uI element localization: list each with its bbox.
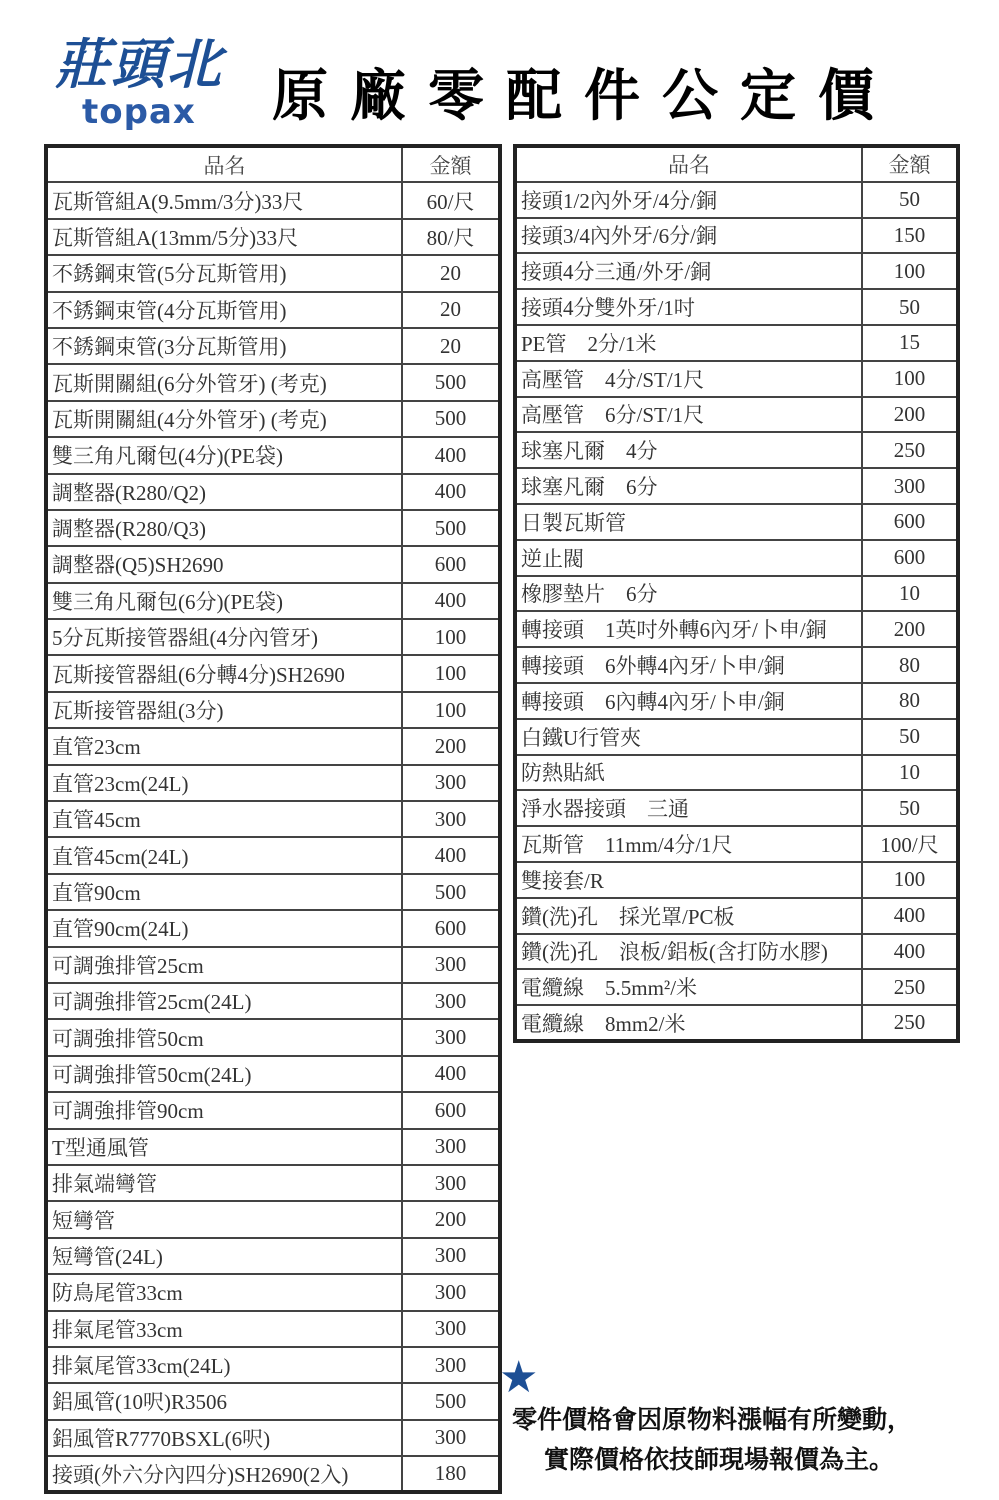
item-price: 60/尺	[402, 182, 500, 218]
item-price: 20	[402, 328, 500, 364]
table-row	[46, 255, 500, 291]
item-price: 400	[402, 474, 500, 510]
item-name: 雙接套/R	[515, 862, 862, 898]
item-price: 15	[862, 325, 958, 361]
item-name: 雙三角凡爾包(4分)(PE袋)	[46, 437, 402, 473]
table-row	[515, 647, 958, 683]
item-name: 接頭4分三通/外牙/銅	[515, 253, 862, 289]
table-row	[46, 655, 500, 691]
item-name: 雙三角凡爾包(6分)(PE袋)	[46, 583, 402, 619]
table-row	[46, 401, 500, 437]
item-name: 淨水器接頭 三通	[515, 790, 862, 826]
item-name: 鋁風管R7770BSXL(6呎)	[46, 1420, 402, 1456]
left-price-table	[44, 144, 502, 1494]
item-name: 短彎管(24L)	[46, 1238, 402, 1274]
table-row	[46, 728, 500, 764]
item-name: 瓦斯管組A(13mm/5分)33尺	[46, 219, 402, 255]
item-price: 300	[402, 947, 500, 983]
star-icon: ★	[499, 1353, 539, 1402]
item-name: 瓦斯管組A(9.5mm/3分)33尺	[46, 182, 402, 218]
table-row	[515, 683, 958, 719]
item-price: 10	[862, 755, 958, 791]
item-price: 50	[862, 289, 958, 325]
table-row	[46, 1056, 500, 1092]
item-price: 300	[402, 1019, 500, 1055]
table-row	[46, 292, 500, 328]
item-name: PE管 2分/1米	[515, 325, 862, 361]
table-row	[46, 546, 500, 582]
table-row	[46, 1165, 500, 1201]
item-price: 100	[402, 692, 500, 728]
item-name: 接頭4分雙外牙/1吋	[515, 289, 862, 325]
table-row	[515, 1005, 958, 1041]
page-title: 原廠零配件公定價	[272, 64, 896, 129]
item-price: 80	[862, 683, 958, 719]
item-price: 200	[402, 1201, 500, 1237]
table-row	[46, 874, 500, 910]
item-price: 100	[402, 619, 500, 655]
table-row	[46, 219, 500, 255]
item-price: 50	[862, 790, 958, 826]
item-price: 50	[862, 182, 958, 218]
item-price: 250	[862, 969, 958, 1005]
table-row	[46, 619, 500, 655]
item-price: 80/尺	[402, 219, 500, 255]
item-price: 600	[862, 504, 958, 540]
item-name: 瓦斯管 11mm/4分/1尺	[515, 826, 862, 862]
item-name: 排氣尾管33cm	[46, 1311, 402, 1347]
item-price: 400	[402, 837, 500, 873]
item-price: 100	[862, 862, 958, 898]
table-row	[46, 1456, 500, 1492]
table-row	[46, 1347, 500, 1383]
item-price: 300	[402, 1311, 500, 1347]
item-price: 250	[862, 1005, 958, 1041]
table-row	[515, 755, 958, 791]
item-name: 球塞凡爾 6分	[515, 468, 862, 504]
item-price: 50	[862, 719, 958, 755]
table-row	[515, 576, 958, 612]
item-price: 600	[862, 540, 958, 576]
table-row	[46, 837, 500, 873]
table-row	[46, 692, 500, 728]
table-row	[46, 1238, 500, 1274]
item-price: 300	[402, 1420, 500, 1456]
item-price: 400	[402, 583, 500, 619]
item-name: 日製瓦斯管	[515, 504, 862, 540]
item-name: 防鳥尾管33cm	[46, 1274, 402, 1310]
item-name: 可調強排管25cm(24L)	[46, 983, 402, 1019]
item-price: 300	[402, 1274, 500, 1310]
table-row	[515, 218, 958, 254]
table-header	[515, 146, 958, 182]
price-note	[512, 1400, 912, 1480]
table-row	[515, 862, 958, 898]
item-name: 瓦斯開關組(6分外管牙) (考克)	[46, 364, 402, 400]
item-name: 可調強排管25cm	[46, 947, 402, 983]
header-price: 金額	[862, 146, 958, 182]
table-row	[515, 397, 958, 433]
table-row	[515, 325, 958, 361]
item-name: 瓦斯接管器組(3分)	[46, 692, 402, 728]
logo-english: topax	[82, 92, 196, 132]
table-row	[515, 253, 958, 289]
item-price: 200	[862, 397, 958, 433]
item-price: 400	[402, 437, 500, 473]
item-price: 20	[402, 255, 500, 291]
table-row	[46, 801, 500, 837]
item-price: 500	[402, 364, 500, 400]
table-row	[46, 1129, 500, 1165]
item-price: 100/尺	[862, 826, 958, 862]
item-name: 接頭(外六分內四分)SH2690(2入)	[46, 1456, 402, 1492]
item-price: 200	[862, 611, 958, 647]
item-name: 鑽(洗)孔 浪板/鋁板(含打防水膠)	[515, 934, 862, 970]
item-name: 橡膠墊片 6分	[515, 576, 862, 612]
item-name: 調整器(Q5)SH2690	[46, 546, 402, 582]
table-row	[46, 765, 500, 801]
header-name: 品名	[515, 146, 862, 182]
item-price: 600	[402, 1092, 500, 1128]
item-price: 500	[402, 401, 500, 437]
item-price: 100	[862, 361, 958, 397]
table-row	[515, 719, 958, 755]
item-name: 排氣尾管33cm(24L)	[46, 1347, 402, 1383]
item-price: 300	[402, 765, 500, 801]
table-row	[46, 1274, 500, 1310]
item-name: 高壓管 6分/ST/1尺	[515, 397, 862, 433]
item-name: 球塞凡爾 4分	[515, 432, 862, 468]
item-name: 高壓管 4分/ST/1尺	[515, 361, 862, 397]
table-row	[515, 611, 958, 647]
item-price: 300	[402, 1165, 500, 1201]
table-row	[46, 583, 500, 619]
table-row	[46, 437, 500, 473]
item-name: 直管45cm(24L)	[46, 837, 402, 873]
item-name: 瓦斯接管器組(6分轉4分)SH2690	[46, 655, 402, 691]
table-row	[46, 1311, 500, 1347]
table-row	[46, 1420, 500, 1456]
table-row	[46, 510, 500, 546]
item-name: 可調強排管50cm(24L)	[46, 1056, 402, 1092]
table-row	[515, 540, 958, 576]
item-price: 300	[862, 468, 958, 504]
table-row	[515, 826, 958, 862]
table-row	[46, 947, 500, 983]
item-name: 5分瓦斯接管器組(4分內管牙)	[46, 619, 402, 655]
table-row	[515, 182, 958, 218]
right-price-table	[513, 144, 960, 1043]
item-price: 600	[402, 910, 500, 946]
item-name: 直管45cm	[46, 801, 402, 837]
item-name: 鑽(洗)孔 採光罩/PC板	[515, 898, 862, 934]
item-name: 接頭3/4內外牙/6分/銅	[515, 218, 862, 254]
item-name: 不銹鋼束管(5分瓦斯管用)	[46, 255, 402, 291]
item-price: 300	[402, 1129, 500, 1165]
item-name: 電纜線 8mm2/米	[515, 1005, 862, 1041]
table-row	[46, 1092, 500, 1128]
item-price: 400	[402, 1056, 500, 1092]
item-price: 300	[402, 1238, 500, 1274]
table-row	[515, 790, 958, 826]
item-price: 300	[402, 1347, 500, 1383]
item-name: 直管23cm(24L)	[46, 765, 402, 801]
table-row	[46, 182, 500, 218]
item-name: 直管90cm	[46, 874, 402, 910]
item-price: 250	[862, 432, 958, 468]
item-name: 直管23cm	[46, 728, 402, 764]
table-row	[515, 468, 958, 504]
item-price: 80	[862, 647, 958, 683]
item-price: 100	[402, 655, 500, 691]
table-row	[515, 432, 958, 468]
table-row	[46, 1201, 500, 1237]
table-row	[46, 983, 500, 1019]
item-name: 防熱貼紙	[515, 755, 862, 791]
item-name: 可調強排管90cm	[46, 1092, 402, 1128]
item-name: 調整器(R280/Q2)	[46, 474, 402, 510]
item-price: 600	[402, 546, 500, 582]
note-line-2: 實際價格依技師現場報價為主。	[544, 1445, 895, 1474]
table-row	[515, 934, 958, 970]
item-name: 瓦斯開關組(4分外管牙) (考克)	[46, 401, 402, 437]
item-name: 鋁風管(10呎)R3506	[46, 1383, 402, 1419]
item-price: 500	[402, 510, 500, 546]
item-name: 排氣端彎管	[46, 1165, 402, 1201]
item-price: 500	[402, 874, 500, 910]
header-name: 品名	[46, 146, 402, 182]
item-name: 白鐵U行管夾	[515, 719, 862, 755]
item-price: 500	[402, 1383, 500, 1419]
item-name: 轉接頭 1英吋外轉6內牙/卜申/銅	[515, 611, 862, 647]
table-row	[46, 1019, 500, 1055]
logo-chinese: 莊頭北	[55, 32, 223, 96]
table-row	[46, 910, 500, 946]
item-name: 調整器(R280/Q3)	[46, 510, 402, 546]
table-row	[515, 361, 958, 397]
item-price: 400	[862, 934, 958, 970]
item-name: 電纜線 5.5mm²/米	[515, 969, 862, 1005]
item-price: 100	[862, 253, 958, 289]
item-name: T型通風管	[46, 1129, 402, 1165]
table-row	[515, 504, 958, 540]
table-row	[515, 289, 958, 325]
header-price: 金額	[402, 146, 500, 182]
item-name: 不銹鋼束管(3分瓦斯管用)	[46, 328, 402, 364]
item-name: 短彎管	[46, 1201, 402, 1237]
table-row	[46, 328, 500, 364]
table-row	[515, 898, 958, 934]
item-name: 不銹鋼束管(4分瓦斯管用)	[46, 292, 402, 328]
item-name: 直管90cm(24L)	[46, 910, 402, 946]
item-price: 180	[402, 1456, 500, 1492]
item-name: 轉接頭 6外轉4內牙/卜申/銅	[515, 647, 862, 683]
table-header	[46, 146, 500, 182]
item-name: 接頭1/2內外牙/4分/銅	[515, 182, 862, 218]
item-name: 轉接頭 6內轉4內牙/卜申/銅	[515, 683, 862, 719]
table-row	[46, 474, 500, 510]
item-price: 300	[402, 801, 500, 837]
item-price: 200	[402, 728, 500, 764]
table-row	[46, 364, 500, 400]
table-row	[515, 969, 958, 1005]
item-price: 300	[402, 983, 500, 1019]
item-price: 10	[862, 576, 958, 612]
table-row	[46, 1383, 500, 1419]
item-name: 可調強排管50cm	[46, 1019, 402, 1055]
note-line-1: 零件價格會因原物料漲幅有所變動，	[512, 1405, 913, 1434]
item-price: 400	[862, 898, 958, 934]
item-name: 逆止閥	[515, 540, 862, 576]
item-price: 20	[402, 292, 500, 328]
item-price: 150	[862, 218, 958, 254]
